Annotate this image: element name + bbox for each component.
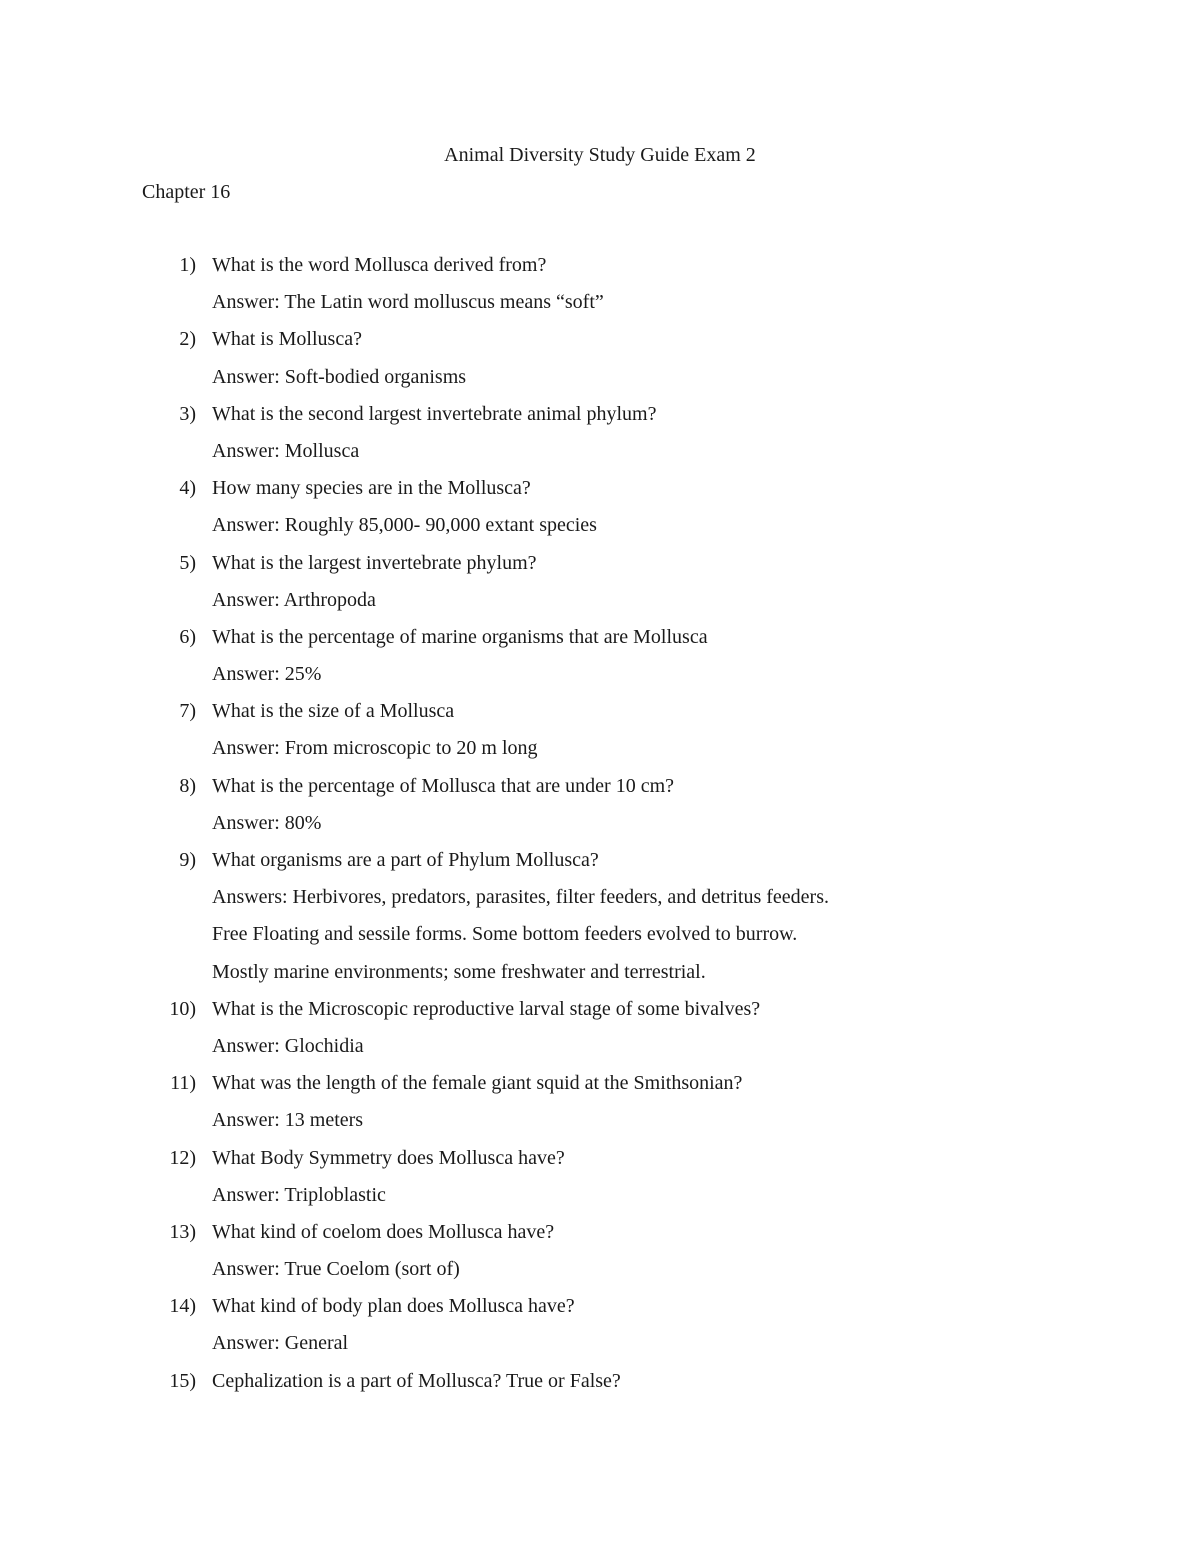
- question-number: 3): [179, 402, 196, 425]
- answer-line: [0, 884, 1200, 921]
- answer-line: [0, 1256, 1200, 1293]
- question-line: [0, 550, 1200, 587]
- answer-text: Answer: From microscopic to 20 m long: [212, 737, 538, 760]
- question-number: 10): [169, 997, 196, 1020]
- question-line: [0, 475, 1200, 512]
- question-text: What is the word Mollusca derived from?: [212, 254, 547, 276]
- question-number: 5): [179, 551, 196, 574]
- answer-line: [0, 587, 1200, 624]
- question-number: 6): [179, 625, 196, 648]
- question-number: 4): [179, 477, 196, 500]
- answer-text: Answer: 25%: [212, 663, 322, 686]
- question-text: What is the size of a Mollusca: [212, 700, 455, 723]
- question-text: What is the second largest invertebrate animal phylum?: [212, 402, 657, 425]
- answer-line: [0, 735, 1200, 772]
- document-title: Animal Diversity Study Guide Exam 2: [444, 144, 756, 166]
- answer-line: [0, 1330, 1200, 1367]
- question-number: 1): [179, 254, 196, 276]
- answer-text: Answer: 80%: [212, 811, 322, 834]
- answer-text: Answer: Soft-bodied organisms: [212, 365, 467, 388]
- question-text: Cephalization is a part of Mollusca? True or False?: [212, 1369, 621, 1392]
- question-number: 2): [179, 328, 196, 351]
- question-text: How many species are in the Mollusca?: [212, 477, 531, 500]
- question-text: What kind of body plan does Mollusca have?: [212, 1295, 575, 1318]
- answer-text: Answer: Triploblastic: [212, 1183, 386, 1206]
- question-text: What is Mollusca?: [212, 328, 362, 351]
- answer-line: [0, 661, 1200, 698]
- answer-line: [0, 1182, 1200, 1219]
- answer-line: [0, 512, 1200, 549]
- question-line: [0, 401, 1200, 438]
- answer-text: Answer: General: [212, 1332, 349, 1355]
- question-text: What is the Microscopic reproductive larval stage of some bivalves?: [212, 997, 761, 1020]
- question-line: [0, 624, 1200, 661]
- answer-line: [0, 1107, 1200, 1144]
- answer-line: [0, 289, 1200, 326]
- answer-text: Answer: True Coelom (sort of): [212, 1258, 460, 1281]
- question-list: [0, 252, 1200, 1405]
- question-line: [0, 1219, 1200, 1256]
- question-text: What is the percentage of Mollusca that are under 10 cm?: [212, 774, 675, 797]
- answer-text: Mostly marine environments; some freshwater and terrestrial.: [212, 960, 706, 983]
- question-text: What organisms are a part of Phylum Mollusca?: [212, 849, 599, 871]
- answer-line: [0, 921, 1200, 958]
- answer-text: Answer: The Latin word molluscus means “soft”: [212, 291, 604, 314]
- question-text: What Body Symmetry does Mollusca have?: [212, 1146, 565, 1169]
- answer-line: [0, 810, 1200, 847]
- answer-text: Answer: Arthropoda: [212, 588, 376, 611]
- question-text: What is the percentage of marine organisms that are Mollusca: [212, 625, 708, 648]
- question-line: [0, 847, 1200, 884]
- question-line: [0, 326, 1200, 363]
- question-number: 11): [170, 1072, 196, 1095]
- answer-text: Answer: 13 meters: [212, 1109, 364, 1132]
- question-number: 15): [169, 1369, 196, 1392]
- chapter-heading: Chapter 16: [142, 181, 231, 203]
- question-line: [0, 1145, 1200, 1182]
- question-number: 8): [179, 774, 196, 797]
- question-line: [0, 252, 1200, 289]
- question-line: [0, 773, 1200, 810]
- answer-line: [0, 1033, 1200, 1070]
- question-number: 7): [179, 700, 196, 723]
- question-line: [0, 1368, 1200, 1405]
- question-text: What was the length of the female giant squid at the Smithsonian?: [212, 1072, 743, 1095]
- answer-text: Answer: Roughly 85,000- 90,000 extant species: [212, 514, 597, 537]
- answer-line: [0, 438, 1200, 475]
- answer-text: Answers: Herbivores, predators, parasites, filter feeders, and detritus feeders.: [212, 886, 829, 909]
- question-line: [0, 698, 1200, 735]
- question-number: 14): [169, 1295, 196, 1318]
- answer-text: Free Floating and sessile forms. Some bottom feeders evolved to burrow.: [212, 923, 798, 946]
- question-number: 12): [169, 1146, 196, 1169]
- answer-text: Answer: Glochidia: [212, 1034, 364, 1057]
- answer-line: [0, 959, 1200, 996]
- answer-line: [0, 364, 1200, 401]
- question-number: 9): [179, 849, 196, 871]
- question-line: [0, 996, 1200, 1033]
- answer-text: Answer: Mollusca: [212, 439, 360, 462]
- question-text: What kind of coelom does Mollusca have?: [212, 1220, 555, 1243]
- question-line: [0, 1070, 1200, 1107]
- question-number: 13): [169, 1220, 196, 1243]
- question-text: What is the largest invertebrate phylum?: [212, 551, 537, 574]
- question-line: [0, 1293, 1200, 1330]
